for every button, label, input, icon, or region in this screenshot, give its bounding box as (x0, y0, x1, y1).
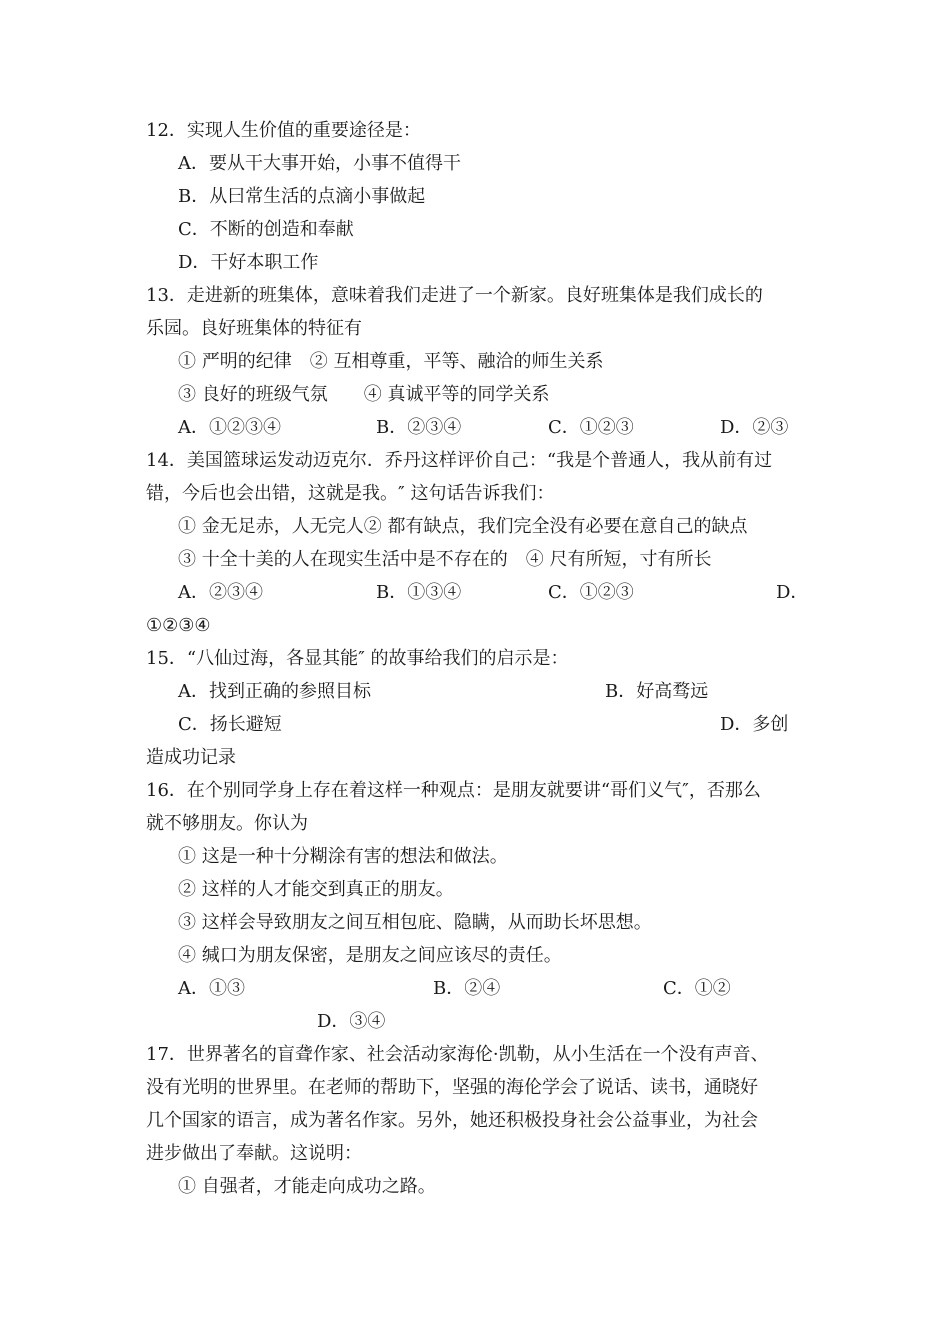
q16-statement-1: ① 这是一种十分糊涂有害的想法和做法。 (178, 846, 508, 867)
q14-choice-b: B．①③④ (376, 582, 462, 603)
q17-stem-line-1: 17．世界著名的盲聋作家、社会活动家海伦·凯勒，从小生活在一个没有声音、 (146, 1044, 769, 1065)
q12-option-b: B．从曰常生活的点滴小事做起 (178, 186, 426, 207)
q12-option-a: A．要从干大事开始，小事不值得干 (178, 153, 461, 174)
q16-stem-line-1: 16．在个别同学身上存在着这样一种观点：是朋友就要讲“哥们义气″，否那么 (146, 780, 761, 801)
q14-choice-c: C．①②③ (548, 582, 634, 603)
q16-choice-d: D．③④ (317, 1011, 386, 1032)
q13-stem-line-1: 13．走进新的班集体，意味着我们走进了一个新家。良好班集体是我们成长的 (146, 285, 763, 306)
q14-stem-line-1: 14．美国篮球运发动迈克尔．乔丹这样评价自己：“我是个普通人，我从前有过 (146, 450, 773, 471)
q13-choice-a: A．①②③④ (178, 417, 281, 438)
q14-statements-line-1: ① 金无足赤，人无完人② 都有缺点，我们完全没有必要在意自己的缺点 (178, 516, 748, 537)
q15-choice-b: B．好高骛远 (605, 681, 709, 702)
q17-stem-line-4: 进步做出了奉献。这说明： (146, 1143, 362, 1164)
q13-choice-b: B．②③④ (376, 417, 462, 438)
q13-choice-d: D．②③ (720, 417, 789, 438)
q12-stem: 12．实现人生价值的重要途径是： (146, 120, 421, 141)
q15-choice-d: D．多创 (720, 714, 789, 735)
q13-statements-line-1: ① 严明的纪律 ② 互相尊重，平等、融洽的师生关系 (178, 351, 604, 372)
q16-stem-line-2: 就不够朋友。你认为 (146, 813, 308, 834)
q17-stem-line-3: 几个国家的语言，成为著名作家。另外，她还积极投身社会公益事业，为社会 (146, 1110, 758, 1131)
q15-choice-a: A．找到正确的参照目标 (178, 681, 371, 702)
q12-option-c: C．不断的创造和奉献 (178, 219, 354, 240)
q16-choice-c: C．①② (663, 978, 731, 999)
q14-choice-d: D． (776, 582, 809, 603)
q16-choice-b: B．②④ (433, 978, 501, 999)
q14-choice-d-continuation: ①②③④ (146, 615, 211, 636)
q16-statement-2: ② 这样的人才能交到真正的朋友。 (178, 879, 454, 900)
q16-statement-3: ③ 这样会导致朋友之间互相包庇、隐瞒，从而助长坏思想。 (178, 912, 652, 933)
q13-stem-line-2: 乐园。良好班集体的特征有 (146, 318, 362, 339)
q17-statement-1: ① 自强者，才能走向成功之路。 (178, 1176, 436, 1197)
q15-stem: 15．“八仙过海，各显其能″ 的故事给我们的启示是： (146, 648, 569, 669)
q13-statements-line-2: ③ 良好的班级气氛 ④ 真诚平等的同学关系 (178, 384, 550, 405)
q15-choice-c: C．扬长避短 (178, 714, 282, 735)
q13-choice-c: C．①②③ (548, 417, 634, 438)
q12-option-d: D．干好本职工作 (178, 252, 319, 273)
q14-statements-line-2: ③ 十全十美的人在现实生活中是不存在的 ④ 尺有所短，寸有所长 (178, 549, 712, 570)
q14-stem-line-2: 错，今后也会出错，这就是我。″ 这句话告诉我们： (146, 483, 555, 504)
q14-choice-a: A．②③④ (178, 582, 263, 603)
q17-stem-line-2: 没有光明的世界里。在老师的帮助下，坚强的海伦学会了说话、读书，通晓好 (146, 1077, 758, 1098)
q16-choice-a: A．①③ (178, 978, 245, 999)
q16-statement-4: ④ 缄口为朋友保密，是朋友之间应该尽的责任。 (178, 945, 562, 966)
q15-choice-d-continuation: 造成功记录 (146, 747, 236, 768)
